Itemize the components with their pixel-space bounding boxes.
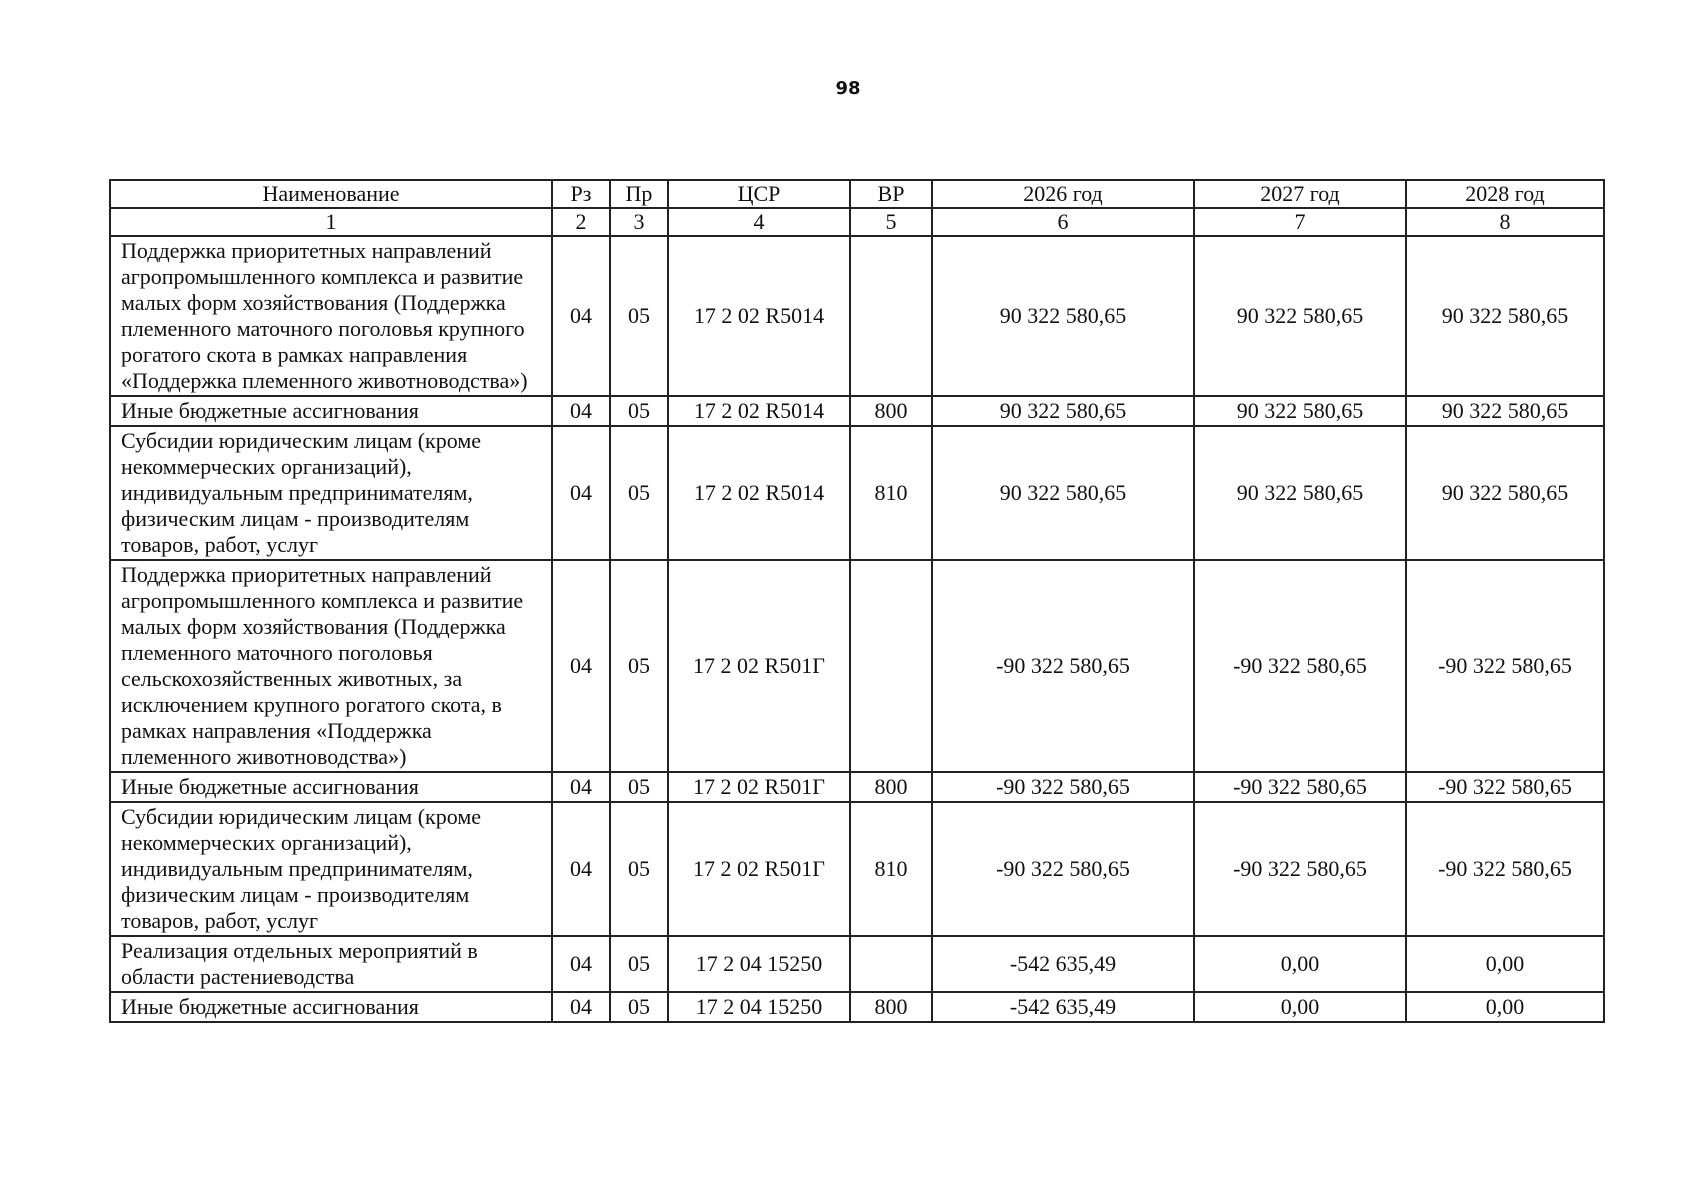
row-name: Реализация отдельных мероприятий в области растениеводства <box>110 936 552 992</box>
row-rz: 04 <box>552 396 610 426</box>
header-rz: Рз <box>552 180 610 208</box>
header-csr: ЦСР <box>668 180 850 208</box>
table-row <box>110 802 1604 936</box>
table-row <box>110 936 1604 992</box>
row-2026: -542 635,49 <box>932 936 1194 992</box>
header-2027: 2027 год <box>1194 180 1406 208</box>
header-2028: 2028 год <box>1406 180 1604 208</box>
row-vr: 800 <box>850 772 932 802</box>
row-2027: 90 322 580,65 <box>1194 396 1406 426</box>
row-name: Поддержка приоритетных направлений агропромышленного комплекса и развитие малых форм хозяйствования (Поддержка племенного маточного поголовья сельскохозяйственных животных, за исключением крупного рогатого скота, в рамках направления «Поддержка племенного животноводства») <box>110 560 552 772</box>
row-csr: 17 2 04 15250 <box>668 936 850 992</box>
row-rz: 04 <box>552 560 610 772</box>
column-number: 5 <box>850 208 932 236</box>
row-name: Поддержка приоритетных направлений агропромышленного комплекса и развитие малых форм хозяйствования (Поддержка племенного маточного поголовья крупного рогатого скота в рамках направления «Поддержка племенного животноводства») <box>110 236 552 396</box>
row-rz: 04 <box>552 802 610 936</box>
row-vr: 810 <box>850 426 932 560</box>
row-pr: 05 <box>610 772 668 802</box>
column-number: 4 <box>668 208 850 236</box>
row-pr: 05 <box>610 426 668 560</box>
row-2027: 0,00 <box>1194 936 1406 992</box>
row-2027: 90 322 580,65 <box>1194 236 1406 396</box>
row-vr: 810 <box>850 802 932 936</box>
row-2026: -90 322 580,65 <box>932 802 1194 936</box>
row-2028: 90 322 580,65 <box>1406 396 1604 426</box>
column-number: 3 <box>610 208 668 236</box>
budget-table <box>109 179 1605 1023</box>
row-2026: -90 322 580,65 <box>932 772 1194 802</box>
row-2027: 0,00 <box>1194 992 1406 1022</box>
column-number-row <box>110 208 1604 236</box>
row-2026: -90 322 580,65 <box>932 560 1194 772</box>
row-pr: 05 <box>610 396 668 426</box>
header-pr: Пр <box>610 180 668 208</box>
row-2026: -542 635,49 <box>932 992 1194 1022</box>
row-vr: 800 <box>850 396 932 426</box>
row-vr: 800 <box>850 992 932 1022</box>
row-csr: 17 2 02 R501Г <box>668 560 850 772</box>
row-pr: 05 <box>610 992 668 1022</box>
row-rz: 04 <box>552 992 610 1022</box>
column-number: 6 <box>932 208 1194 236</box>
row-2027: -90 322 580,65 <box>1194 802 1406 936</box>
table-row <box>110 772 1604 802</box>
row-csr: 17 2 02 R501Г <box>668 802 850 936</box>
row-2028: 90 322 580,65 <box>1406 236 1604 396</box>
table-row <box>110 992 1604 1022</box>
row-csr: 17 2 02 R5014 <box>668 396 850 426</box>
row-rz: 04 <box>552 236 610 396</box>
column-number: 2 <box>552 208 610 236</box>
header-row <box>110 180 1604 208</box>
row-2028: -90 322 580,65 <box>1406 802 1604 936</box>
row-2027: -90 322 580,65 <box>1194 560 1406 772</box>
row-rz: 04 <box>552 426 610 560</box>
row-name: Иные бюджетные ассигнования <box>110 772 552 802</box>
table-row <box>110 236 1604 396</box>
row-vr <box>850 560 932 772</box>
row-rz: 04 <box>552 936 610 992</box>
row-pr: 05 <box>610 560 668 772</box>
row-2028: -90 322 580,65 <box>1406 772 1604 802</box>
table-row <box>110 560 1604 772</box>
row-name: Иные бюджетные ассигнования <box>110 992 552 1022</box>
page-number: 98 <box>835 78 861 99</box>
column-number: 8 <box>1406 208 1604 236</box>
row-rz: 04 <box>552 772 610 802</box>
row-2027: 90 322 580,65 <box>1194 426 1406 560</box>
row-2028: 0,00 <box>1406 992 1604 1022</box>
table-row <box>110 426 1604 560</box>
row-name: Иные бюджетные ассигнования <box>110 396 552 426</box>
table-row <box>110 396 1604 426</box>
column-number: 7 <box>1194 208 1406 236</box>
row-vr <box>850 936 932 992</box>
row-2028: 90 322 580,65 <box>1406 426 1604 560</box>
row-2026: 90 322 580,65 <box>932 426 1194 560</box>
header-vr: ВР <box>850 180 932 208</box>
column-number: 1 <box>110 208 552 236</box>
row-csr: 17 2 04 15250 <box>668 992 850 1022</box>
header-2026: 2026 год <box>932 180 1194 208</box>
row-csr: 17 2 02 R501Г <box>668 772 850 802</box>
row-2026: 90 322 580,65 <box>932 396 1194 426</box>
row-2028: 0,00 <box>1406 936 1604 992</box>
row-pr: 05 <box>610 802 668 936</box>
row-2028: -90 322 580,65 <box>1406 560 1604 772</box>
row-csr: 17 2 02 R5014 <box>668 236 850 396</box>
row-vr <box>850 236 932 396</box>
row-csr: 17 2 02 R5014 <box>668 426 850 560</box>
row-2027: -90 322 580,65 <box>1194 772 1406 802</box>
row-pr: 05 <box>610 936 668 992</box>
row-name: Субсидии юридическим лицам (кроме некоммерческих организаций), индивидуальным предпринимателям, физическим лицам - производителям товаров, работ, услуг <box>110 426 552 560</box>
row-2026: 90 322 580,65 <box>932 236 1194 396</box>
row-pr: 05 <box>610 236 668 396</box>
row-name: Субсидии юридическим лицам (кроме некоммерческих организаций), индивидуальным предпринимателям, физическим лицам - производителям товаров, работ, услуг <box>110 802 552 936</box>
header-name: Наименование <box>110 180 552 208</box>
